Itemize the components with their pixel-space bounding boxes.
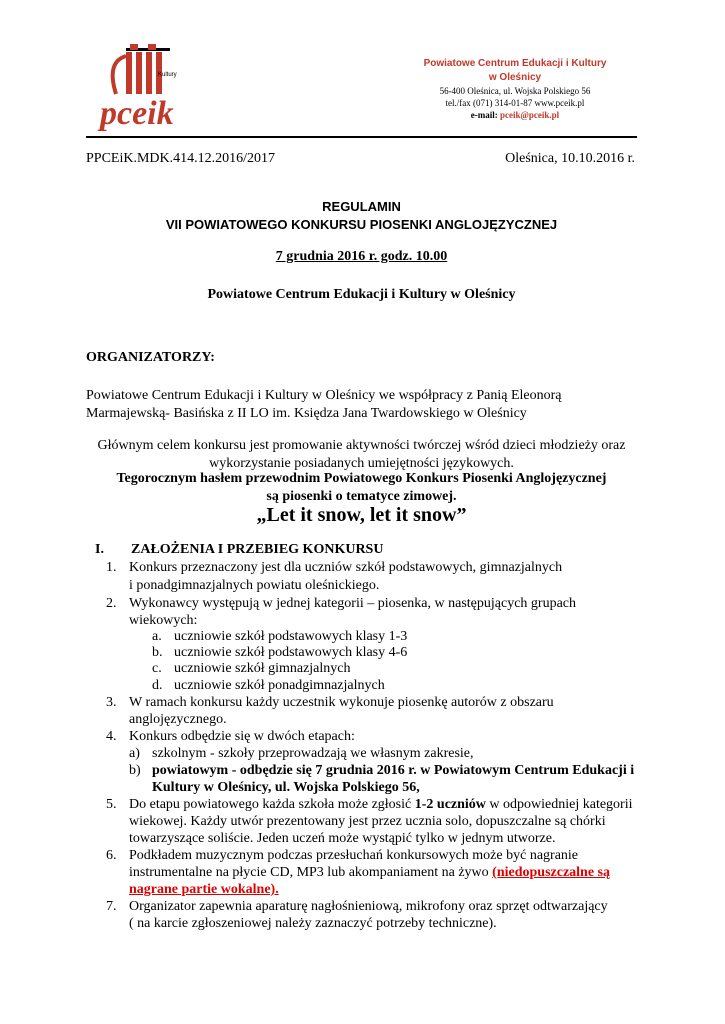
list-item: Organizator zapewnia aparaturę nagłośnieniową, mikrofony oraz sprzęt odtwarzający — [129, 899, 608, 914]
doc-title: REGULAMIN — [322, 199, 401, 214]
list-item-text: Do etapu powiatowego każda szkoła może zgłosić — [129, 797, 415, 812]
stage-label: b) — [129, 763, 141, 778]
organizers-line: Powiatowe Centrum Edukacji i Kultury w Oleśnicy we współpracy z Panią Eleonorą — [86, 388, 562, 403]
section-title: ZAŁOŻENIA I PRZEBIEG KONKURSU — [131, 542, 384, 557]
section-heading — [95, 542, 383, 558]
header-divider — [86, 136, 637, 138]
list-number: 4. — [106, 729, 117, 744]
warning-text: (niedopuszczalne są — [492, 865, 610, 880]
org-address: 56-400 Oleśnica, ul. Wojska Polskiego 56 — [439, 86, 591, 96]
sublist-letter: d. — [152, 678, 163, 693]
letterhead — [395, 57, 635, 121]
sublist-item: uczniowie szkół gimnazjalnych — [174, 661, 351, 676]
sublist-item: uczniowie szkół ponadgimnazjalnych — [174, 678, 385, 693]
list-item: i ponadgimnazjalnych powiatu oleśnickiego. — [129, 578, 380, 593]
list-item-text: instrumentalne na płycie CD, MP3 lub akompaniament na żywo — [129, 865, 493, 880]
goal-line: Głównym celem konkursu jest promowanie aktywności twórczej wśród dzieci młodzieży oraz — [97, 438, 626, 453]
sublist-letter: c. — [152, 661, 162, 676]
list-item: Podkładem muzycznym podczas przesłuchań konkursowych może być nagranie — [129, 848, 579, 863]
goal-paragraph — [86, 437, 637, 473]
list-item: ( na karcie zgłoszeniowej należy zaznaczyć potrzeby techniczne). — [129, 916, 497, 931]
organizers-text — [86, 387, 646, 423]
email-label: e-mail: — [470, 110, 498, 120]
list-item: wiekowych: — [129, 613, 198, 628]
list-number: 6. — [106, 848, 117, 863]
event-date: 7 grudnia 2016 r. godz. 10.00 — [275, 249, 448, 264]
organizers-heading: ORGANIZATORZY: — [86, 350, 215, 365]
list-item: Konkurs przeznaczony jest dla uczniów szkół podstawowych, gimnazjalnych — [129, 560, 563, 575]
list-item — [129, 796, 633, 814]
logo-small-text: Kultury — [158, 72, 177, 78]
goal-line: wykorzystanie posiadanych umiejętności językowych. — [209, 456, 514, 471]
list-item: Wykonawcy występują w jednej kategorii – piosenka, w następujących grupach — [129, 596, 577, 611]
stage-item: powiatowym - odbędzie się 7 grudnia 2016 r. w Powiatowym Centrum Edukacji i — [152, 763, 635, 778]
organizers-line: Marmajewską- Basińska z II LO im. Księdza Jana Twardowskiego w Oleśnicy — [86, 406, 527, 421]
list-number: 5. — [106, 797, 117, 812]
stage-item: Kultury w Oleśnicy, ul. Wojska Polskiego 56, — [152, 780, 420, 795]
stage-label: a) — [129, 746, 140, 761]
student-count: 1-2 uczniów — [414, 797, 486, 812]
stage-item: szkolnym - szkoły przeprowadzają we własnym zakresie, — [152, 746, 474, 761]
list-item — [129, 864, 610, 882]
sublist-letter: a. — [152, 629, 162, 644]
org-name-line1: Powiatowe Centrum Edukacji i Kultury — [423, 58, 607, 69]
email-link[interactable]: pceik@pceik.pl — [500, 110, 560, 120]
sublist-item: uczniowie szkół podstawowych klasy 1-3 — [174, 629, 408, 644]
event-venue: Powiatowe Centrum Edukacji i Kultury w Oleśnicy — [207, 287, 516, 302]
list-number: 2. — [106, 596, 117, 611]
list-item: Konkurs odbędzie się w dwóch etapach: — [129, 729, 355, 744]
motto-line: są piosenki o tematyce zimowej. — [266, 489, 457, 504]
warning-text: nagrane partie wokalne). — [129, 882, 279, 897]
pceik-logo — [96, 42, 200, 132]
section-number: I. — [95, 542, 104, 557]
list-number: 7. — [106, 899, 117, 914]
list-item: towarzyszące soliście. Jeden uczeń może wystąpić tylko w jednym utworze. — [129, 831, 556, 846]
list-number: 1. — [106, 560, 117, 575]
doc-subtitle: VII POWIATOWEGO KONKURSU PIOSENKI ANGLOJĘZYCZNEJ — [165, 217, 558, 232]
list-number: 3. — [106, 695, 117, 710]
place-date: Oleśnica, 10.10.2016 r. — [505, 151, 635, 166]
list-item: wiekowej. Każdy utwór prezentowany jest przez ucznia solo, dopuszczalne są chórki — [129, 814, 606, 829]
list-item-text: w odpowiedniej kategorii — [485, 797, 633, 812]
song-title: „Let it snow, let it snow” — [256, 504, 467, 526]
sublist-letter: b. — [152, 645, 163, 660]
org-name-line2: w Oleśnicy — [488, 72, 542, 83]
list-item: W ramach konkursu każdy uczestnik wykonuje piosenkę autorów z obszaru — [129, 695, 554, 710]
motto-line: Tegorocznym hasłem przewodnim Powiatowego Konkurs Piosenki Anglojęzycznej — [116, 471, 607, 486]
list-item: anglojęzycznego. — [129, 712, 227, 727]
sublist-item: uczniowie szkół podstawowych klasy 4-6 — [174, 645, 408, 660]
document-reference: PPCEiK.MDK.414.12.2016/2017 — [86, 151, 276, 166]
logo-text: pceik — [100, 95, 174, 132]
org-phone: tel./fax (071) 314-01-87 www.pceik.pl — [445, 98, 585, 108]
